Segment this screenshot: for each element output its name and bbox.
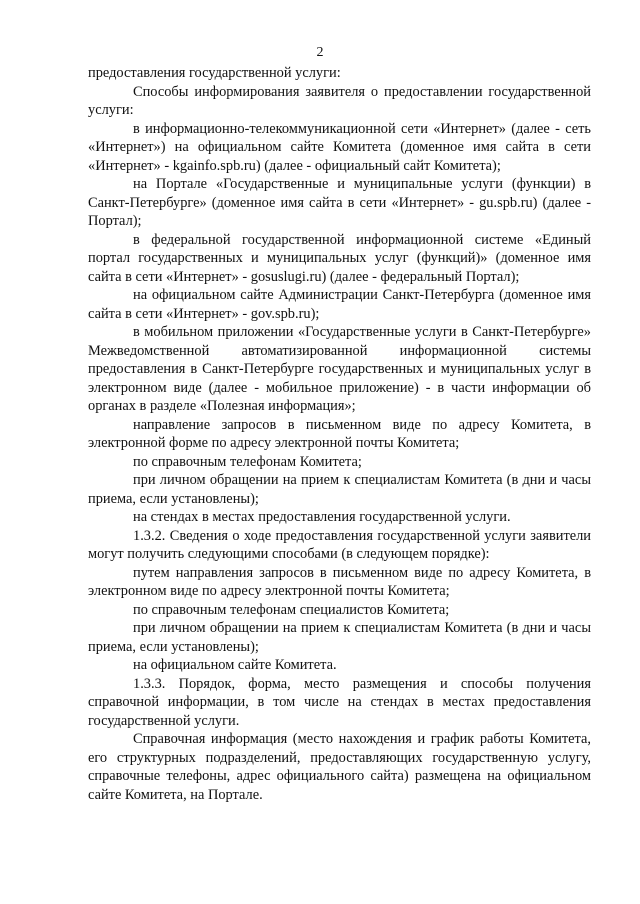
paragraph: при личном обращении на прием к специалистам Комитета (в дни и часы приема, если установлены);: [88, 620, 591, 655]
paragraph: в мобильном приложении «Государственные услуги в Санкт-Петербурге» Межведомственной автоматизированной информационной системы предоставления в Санкт-Петербурге государственных и муниципальных услуг в электронном виде (далее - мобильное приложение) - в части информации об органах в разделе «Полезная информация»;: [88, 324, 591, 414]
paragraph: при личном обращении на прием к специалистам Комитета (в дни и часы приема, если установлены);: [88, 472, 591, 507]
paragraph: 1.3.3. Порядок, форма, место размещения и способы получения справочной информации, в том числе на стендах в местах предоставления государственной услуги.: [88, 675, 591, 729]
paragraph: на официальном сайте Администрации Санкт-Петербурга (доменное имя сайта в сети «Интернет» - gov.spb.ru);: [88, 287, 591, 322]
paragraph: в информационно-телекоммуникационной сети «Интернет» (далее - сеть «Интернет») на официальном сайте Комитета (доменное имя сайта в сети «Интернет» - kgainfo.spb.ru) (далее - официальный сайт Комитета);: [88, 120, 591, 174]
document-body: [88, 64, 591, 804]
paragraph: предоставления государственной услуги:: [88, 65, 341, 81]
paragraph: на стендах в местах предоставления государственной услуги.: [133, 509, 511, 525]
paragraph: Способы информирования заявителя о предоставлении государственной услуги:: [88, 83, 591, 118]
paragraph: Справочная информация (место нахождения и график работы Комитета, его структурных подразделений, предоставляющих государственную услугу, справочные телефоны, адрес официального сайта) размещена на официальном сайте Комитета, на Портале.: [88, 731, 591, 803]
paragraph: 1.3.2. Сведения о ходе предоставления государственной услуги заявители могут получить следующими способами (в следующем порядке):: [88, 527, 591, 562]
paragraph: на Портале «Государственные и муниципальные услуги (функции) в Санкт-Петербурге» (доменное имя сайта в сети «Интернет» - gu.spb.ru) (далее - Портал);: [88, 176, 591, 229]
paragraph: направление запросов в письменном виде по адресу Комитета, в электронной форме по адресу электронной почты Комитета;: [88, 416, 591, 451]
page-number: 2: [316, 45, 324, 60]
paragraph: по справочным телефонам специалистов Комитета;: [133, 601, 450, 618]
paragraph: путем направления запросов в письменном виде по адресу Комитета, в электронном виде по адресу электронной почты Комитета;: [88, 564, 591, 599]
paragraph: по справочным телефонам Комитета;: [133, 453, 362, 470]
paragraph: в федеральной государственной информационной системе «Единый портал государственных и муниципальных услуг (функций)» (доменное имя сайта в сети «Интернет» - gosuslugi.ru) (далее - федеральный Портал);: [88, 231, 591, 285]
paragraph: на официальном сайте Комитета.: [133, 657, 337, 673]
